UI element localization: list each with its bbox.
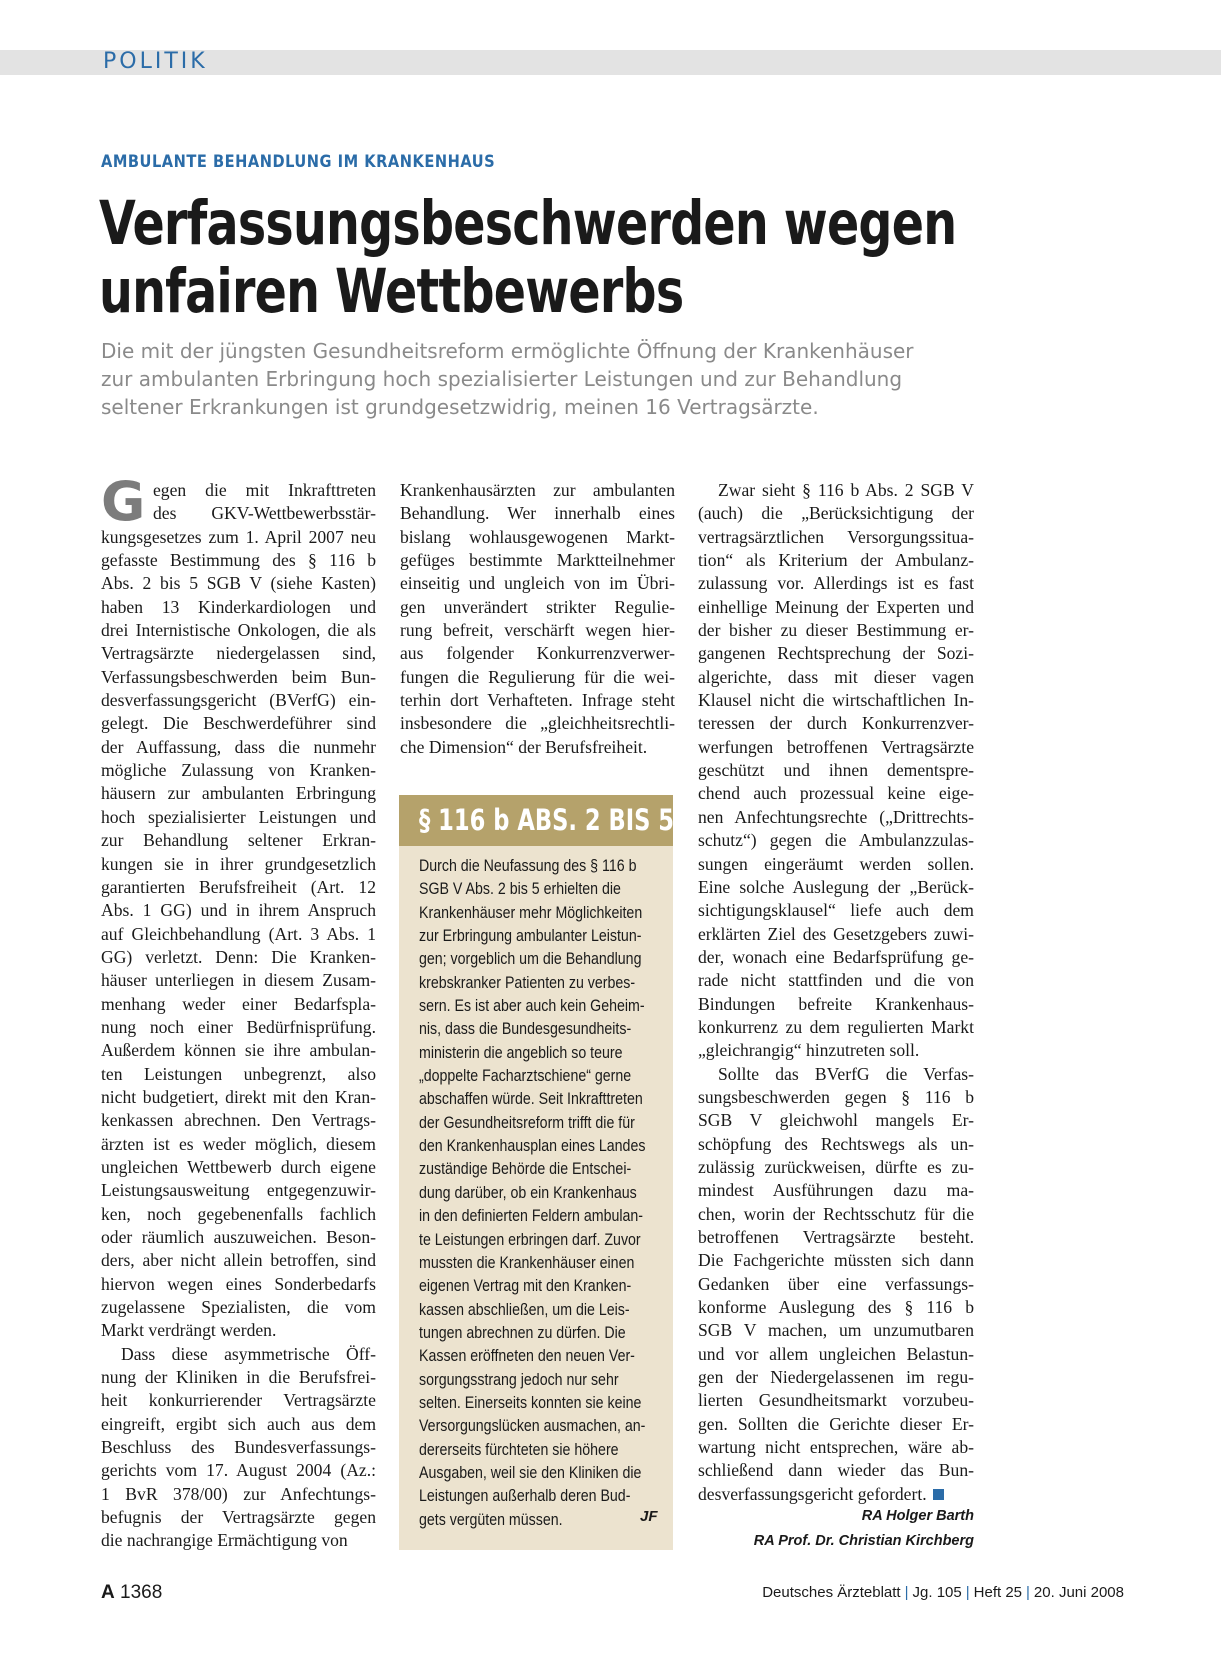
box-text-line: gen; vorgeblich um die Behandlung [419, 950, 642, 969]
article-column-2 [400, 479, 675, 759]
article-kicker: AMBULANTE BEHANDLUNG IM KRANKENHAUS [101, 152, 496, 172]
box-text-line: abschaffen würde. Seit Inkrafttreten [419, 1090, 643, 1109]
text-line: rade nicht stattfinden und die von [698, 970, 974, 991]
headline-line: unfairen Wettbewerbs [99, 256, 684, 327]
article-column-3 [698, 479, 974, 1506]
journal-issue: Heft 25 [973, 1584, 1023, 1601]
text-line: insbesondere die „gleichheitsrechtli- [400, 713, 675, 734]
text-line: che Dimension“ der Berufsfreiheit. [400, 736, 648, 757]
text-line: schutz“) gegen die Ambulanzzulas- [698, 830, 974, 851]
text-line: ders, aber nicht allein betroffen, sind [101, 1250, 376, 1271]
box-text-line: der Gesundheitsreform trifft die für [419, 1113, 635, 1132]
text-line: Verfassungsbeschwerden beim Bun- [101, 666, 376, 687]
text-line: kungsgesetzes zum 1. April 2007 neu [101, 526, 376, 547]
text-line: gefüges bestimmte Marktteilnehmer [400, 550, 675, 571]
text-line: tion“ als Kriterium der Ambulanz- [698, 550, 974, 571]
text-line: sungen eingeräumt werden sollen. [698, 853, 974, 874]
text-line: häuser unterliegen in diesem Zusam- [101, 970, 376, 991]
text-line: der, wonach eine Bedarfsprüfung ge- [698, 946, 974, 967]
text-line: (auch) die „Berücksichtigung der [698, 503, 974, 524]
text-line: drei Internistische Onkologen, die als [101, 620, 376, 641]
box-text-line: selten. Einerseits konnten sie keine [419, 1393, 642, 1412]
text-line: kenkassen abrechnen. Den Vertrags- [101, 1110, 376, 1131]
box-text-line: zuständige Behörde die Entschei- [419, 1160, 632, 1179]
page-prefix: A [101, 1582, 115, 1603]
text-line: einseitig und ungleich von im Übri- [400, 573, 675, 594]
text-line: fungen die Regulierung für die wei- [400, 666, 675, 687]
text-line: GG) verletzt. Denn: Die Kranken- [101, 946, 376, 967]
page-number [101, 1582, 162, 1604]
text-line: zulassung vor. Allerdings ist es fast [698, 573, 974, 594]
box-text-line: zur Erbringung ambulanter Leistun- [419, 927, 642, 946]
separator: | [904, 1584, 909, 1601]
separator: | [965, 1584, 970, 1601]
text-line: bislang wohlausgewogenen Markt- [400, 526, 675, 547]
text-line: Abs. 2 bis 5 SGB V (siehe Kasten) [101, 573, 376, 594]
box-text-line: in den definierten Feldern ambulan- [419, 1207, 644, 1226]
lead-line: seltener Erkrankungen ist grundgesetzwidrig, meinen 16 Vertragsärzte. [101, 395, 819, 419]
text-line: zugelassene Spezialisten, die vom [101, 1297, 376, 1318]
author-name: RA Holger Barth [861, 1508, 974, 1524]
text-line: nung noch einer Bedürfnisprüfung. [101, 1016, 376, 1037]
text-line: rung befreit, verschärft wegen hier- [400, 620, 675, 641]
text-line: gefasste Bestimmung des § 116 b [101, 550, 376, 571]
text-line: befugnis der Vertragsärzte gegen [101, 1507, 376, 1528]
text-line: konkurrenz zu dem regulierten Markt [698, 1016, 974, 1037]
text-line: desverfassungsgericht (BVerfG) ein- [101, 690, 376, 711]
text-line: gen unverändert strikter Regulie- [400, 596, 675, 617]
text-line: kungen sie in ihrer grundgesetzlich [101, 853, 376, 874]
box-text-line: nis, dass die Bundesgesundheits- [419, 1020, 632, 1039]
box-text-line: Kassen eröffneten den neuen Ver- [419, 1347, 635, 1366]
box-author-initials: JF [640, 1508, 658, 1525]
text-line: gen der Niedergelassenen im regu- [698, 1367, 974, 1388]
headline-line: Verfassungsbeschwerden wegen [99, 188, 957, 259]
text-line: Markt verdrängt werden. [101, 1320, 277, 1341]
text-line: Dass diese asymmetrische Öff- [121, 1343, 376, 1364]
section-label: POLITIK [103, 49, 208, 74]
text-line: Vertragsärzte niedergelassen sind, [101, 643, 376, 664]
text-line: Klausel nicht die wirtschaftlichen In- [698, 690, 974, 711]
info-box-title: § 116 b ABS. 2 BIS 5 [419, 803, 675, 837]
text-line: hoch spezialisierter Leistungen und [101, 806, 376, 827]
page-number-value: 1368 [120, 1582, 163, 1603]
text-line: einhellige Meinung der Experten und [698, 596, 974, 617]
text-line: ärzten ist es weder möglich, diesem [101, 1133, 376, 1154]
text-line: Behandlung. Wer innerhalb eines [400, 503, 675, 524]
text-line: ungleichen Wettbewerb durch eigene [101, 1156, 376, 1177]
article-headline [99, 190, 957, 326]
text-line: häusern zur ambulanten Erbringung [101, 783, 376, 804]
text-line: haben 13 Kinderkardiologen und [101, 596, 376, 617]
text-line: SGB V machen, um unzumutbaren [698, 1320, 974, 1341]
box-text-line: Leistungen außerhalb deren Bud- [419, 1487, 631, 1506]
box-text-line: tungen abrechnen zu dürfen. Die [419, 1323, 626, 1342]
box-text-line: Durch die Neufassung des § 116 b [419, 857, 637, 875]
journal-info [762, 1584, 1124, 1601]
box-text-line: krebskranker Patienten zu verbes- [419, 973, 636, 992]
text-line: oder räumlich auszuweichen. Beson- [101, 1227, 376, 1247]
text-line: konforme Auslegung des § 116 b [698, 1297, 974, 1318]
text-line: algerichte, dass mit dieser vagen [698, 666, 974, 687]
box-text-line: kassen abschließen, um die Leis- [419, 1300, 630, 1319]
text-line: Abs. 1 GG) und in ihrem Anspruch [101, 900, 376, 921]
text-line: und vor allem ungleichen Belastun- [698, 1343, 974, 1364]
journal-name: Deutsches Ärzteblatt [762, 1584, 901, 1601]
text-line: Die Fachgerichte müssten sich dann [698, 1250, 974, 1271]
text-line: sichtigungsklausel“ liefe auch dem [698, 900, 974, 921]
text-line: Sollte das BVerfG die Verfas- [718, 1063, 974, 1084]
box-text-line: „doppelte Facharztschiene“ gerne [419, 1067, 632, 1086]
text-line: des GKV-Wettbewerbsstär- [153, 503, 376, 524]
article-lead [101, 337, 961, 421]
box-text-line: sorgungsstrang jedoch nur sehr [419, 1370, 619, 1389]
text-line: mindest Ausführungen dazu ma- [698, 1180, 974, 1201]
box-text-line: dererseits fürchteten sie höhere [419, 1440, 619, 1459]
text-line: schöpfung des Rechtswegs als un- [698, 1133, 974, 1154]
text-line: Eine solche Auslegung der „Berück- [698, 876, 974, 897]
box-text-line: te Leistungen erbringen darf. Zuvor [419, 1230, 641, 1249]
text-line: aus folgender Konkurrenzverwer- [400, 643, 675, 664]
text-line: der Auffassung, dass die nunmehr [101, 736, 376, 757]
text-line: nung der Kliniken in die Berufsfrei- [101, 1367, 376, 1388]
text-line: Gedanken über eine verfassungs- [698, 1273, 974, 1294]
text-line: 1 BvR 378/00) zur Anfechtungs- [101, 1483, 376, 1504]
text-line: vertragsärztlichen Versorgungssitua- [698, 526, 974, 547]
text-line: zulässig zurückweisen, dürfte es zu- [698, 1156, 974, 1177]
box-text-line: Versorgungslücken ausmachen, an- [419, 1417, 646, 1436]
text-line: geschützt und ihnen dementspre- [698, 760, 974, 781]
text-line: lierten Gesundheitsmarkt vorzubeu- [698, 1390, 974, 1411]
text-line: nen Anfechtungsrechte („Drittrechts- [698, 806, 974, 827]
text-line: garantierten Berufsfreiheit (Art. 12 [101, 876, 376, 897]
journal-date: 20. Juni 2008 [1033, 1584, 1124, 1601]
text-line: mögliche Zulassung von Kranken- [101, 760, 376, 781]
text-line: egen die mit Inkrafttreten [153, 480, 376, 500]
box-text-line: dung darüber, ob ein Krankenhaus [419, 1183, 637, 1202]
text-line: Außerdem können sie ihre ambulan- [101, 1040, 376, 1061]
text-line: SGB V gleichwohl mangels Er- [698, 1110, 974, 1131]
text-line: gangenen Rechtsprechung der Sozi- [698, 643, 974, 664]
text-line: gerichts vom 17. August 2004 (Az.: [101, 1460, 376, 1481]
text-line: erklärten Ziel des Gesetzgebers zuwi- [698, 923, 974, 944]
text-line: der bisher zu dieser Bestimmung er- [698, 620, 974, 641]
text-line: wartung nicht entsprechen, wäre ab- [698, 1437, 974, 1458]
box-text-line: Krankenhäuser mehr Möglichkeiten [419, 903, 643, 922]
text-line: Zwar sieht § 116 b Abs. 2 SGB V [718, 480, 974, 500]
drop-cap: G [101, 470, 146, 533]
separator: | [1026, 1584, 1030, 1601]
text-line: menhang weder einer Bedarfspla- [101, 993, 376, 1014]
text-line: Beschluss des Bundesverfassungs- [101, 1437, 376, 1458]
text-line: ten Leistungen unbegrenzt, also [101, 1063, 376, 1084]
journal-volume: Jg. 105 [912, 1584, 962, 1601]
text-line: chen, worin der Rechtsschutz für die [698, 1203, 974, 1224]
article-column-1 [101, 470, 376, 1553]
text-line: teressen der durch Konkurrenzver- [698, 713, 974, 734]
text-line: auf Gleichbehandlung (Art. 3 Abs. 1 [101, 923, 376, 944]
box-text-line: sern. Es ist aber auch kein Geheim- [419, 997, 645, 1016]
box-text-line: ministerin die angeblich so teure [419, 1043, 623, 1062]
info-box-text [419, 855, 659, 1532]
text-line: heit konkurrierender Vertragsärzte [101, 1390, 376, 1411]
box-text-line: den Krankenhausplan eines Landes [419, 1137, 646, 1156]
lead-line: zur ambulanten Erbringung hoch spezialisierter Leistungen und zur Behandlung [101, 367, 903, 391]
text-line: betroffenen Vertragsärzte besteht. [698, 1227, 974, 1247]
text-line: Leistungsausweitung entgegenzuwir- [101, 1180, 376, 1201]
text-line: gelegt. Die Beschwerdeführer sind [101, 713, 376, 734]
text-line: desverfassungsgericht gefordert. [698, 1483, 974, 1506]
text-line: eingreift, ergibt sich auch aus dem [101, 1413, 376, 1434]
text-line: terhin dort Verhafteten. Infrage steht [400, 690, 675, 711]
text-line: nicht budgetiert, direkt mit den Kran- [101, 1086, 376, 1107]
box-text-line: SGB V Abs. 2 bis 5 erhielten die [419, 880, 621, 899]
box-text-line: mussten die Krankenhäuser einen [419, 1253, 635, 1272]
text-line: Bindungen befreite Krankenhaus- [698, 993, 974, 1014]
text-line: die nachrangige Ermächtigung von [101, 1530, 348, 1551]
text-line: gen. Sollten die Gerichte dieser Er- [698, 1413, 974, 1434]
box-text-line: eigenen Vertrag mit den Kranken- [419, 1277, 632, 1296]
author-name: RA Prof. Dr. Christian Kirchberg [753, 1533, 974, 1549]
box-text-line: Ausgaben, weil sie den Kliniken die [419, 1463, 642, 1482]
end-of-article-square [933, 1489, 944, 1500]
box-text-line: gets vergüten müssen. [419, 1510, 563, 1529]
text-line: hiervon wegen eines Sonderbedarfs [101, 1273, 376, 1294]
text-line: werfungen betroffenen Vertragsärzte [698, 736, 974, 757]
text-line: zur Behandlung seltener Erkran- [101, 830, 376, 851]
text-line: chend auch prozessual keine eige- [698, 783, 974, 804]
text-line: „gleichrangig“ hinzutreten soll. [698, 1040, 920, 1061]
lead-line: Die mit der jüngsten Gesundheitsreform ermöglichte Öffnung der Krankenhäuser [101, 339, 914, 363]
text-line: Krankenhausärzten zur ambulanten [400, 480, 675, 500]
text-line: sungsbeschwerden gegen § 116 b [698, 1086, 974, 1107]
text-line: ken, noch gegebenenfalls fachlich [101, 1203, 376, 1224]
text-line: schließend dann wieder das Bun- [698, 1460, 974, 1481]
